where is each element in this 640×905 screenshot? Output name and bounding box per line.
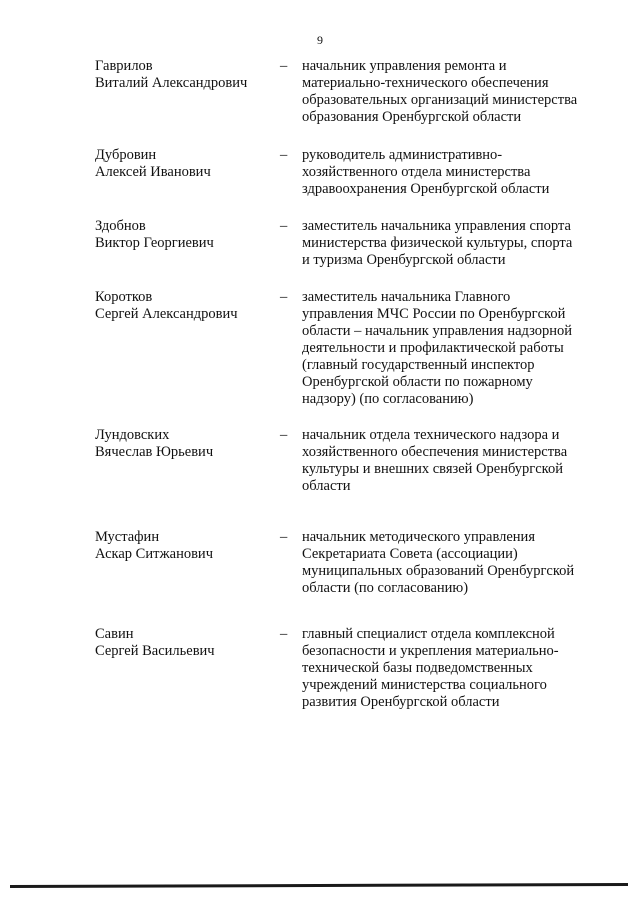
page-number: 9 bbox=[317, 33, 323, 47]
member-name bbox=[95, 289, 275, 323]
member-position bbox=[302, 626, 602, 711]
member-name bbox=[95, 147, 275, 181]
position-line: области bbox=[302, 478, 351, 494]
member-surname: Дубровин bbox=[95, 147, 157, 163]
position-line: безопасности и укрепления материально- bbox=[302, 643, 559, 659]
position-line: образования Оренбургской области bbox=[302, 109, 522, 125]
separator-dash: – bbox=[280, 218, 288, 234]
member-position bbox=[302, 427, 602, 495]
member-entry bbox=[0, 218, 640, 273]
member-entry bbox=[0, 427, 640, 516]
member-surname: Здобнов bbox=[95, 218, 146, 234]
position-line: технической базы подведомственных bbox=[302, 660, 533, 676]
position-line: руководитель административно- bbox=[302, 147, 503, 163]
position-line: надзору) (по согласованию) bbox=[302, 391, 474, 407]
member-position bbox=[302, 58, 602, 126]
member-surname: Коротков bbox=[95, 289, 153, 305]
position-line: начальник отдела технического надзора и bbox=[302, 427, 560, 443]
position-line: материально-технического обеспечения bbox=[302, 75, 549, 91]
member-given-name: Аскар Ситжанович bbox=[95, 546, 213, 562]
position-line: заместитель начальника Главного bbox=[302, 289, 511, 305]
position-line: начальник управления ремонта и bbox=[302, 58, 507, 74]
position-line: управления МЧС России по Оренбургской bbox=[302, 306, 566, 322]
position-line: области – начальник управления надзорной bbox=[302, 323, 572, 339]
member-surname: Мустафин bbox=[95, 529, 160, 545]
member-position bbox=[302, 218, 602, 269]
position-line: главный специалист отдела комплексной bbox=[302, 626, 555, 642]
member-given-name: Виталий Александрович bbox=[95, 75, 248, 91]
member-name bbox=[95, 218, 275, 252]
position-line: хозяйственного обеспечения министерства bbox=[302, 444, 568, 460]
member-name bbox=[95, 626, 275, 660]
member-position bbox=[302, 289, 602, 408]
position-line: образовательных организаций министерства bbox=[302, 92, 578, 108]
member-entry bbox=[0, 626, 640, 716]
member-name bbox=[95, 529, 275, 563]
position-line: (главный государственный инспектор bbox=[302, 357, 535, 373]
position-line: культуры и внешних связей Оренбургской bbox=[302, 461, 563, 477]
position-line: и туризма Оренбургской области bbox=[302, 252, 506, 268]
position-line: области (по согласованию) bbox=[302, 580, 469, 596]
position-line: начальник методического управления bbox=[302, 529, 535, 545]
position-line: министерства физической культуры, спорта bbox=[302, 235, 573, 251]
member-list bbox=[0, 58, 640, 710]
member-name bbox=[95, 58, 275, 92]
member-given-name: Сергей Александрович bbox=[95, 306, 238, 322]
position-line: Секретариата Совета (ассоциации) bbox=[302, 546, 518, 562]
member-entry bbox=[0, 289, 640, 414]
position-line: деятельности и профилактической работы bbox=[302, 340, 564, 356]
position-line: заместитель начальника управления спорта bbox=[302, 218, 571, 234]
member-surname: Савин bbox=[95, 626, 134, 642]
member-name bbox=[95, 427, 275, 461]
member-surname: Лундовских bbox=[95, 427, 170, 443]
member-entry bbox=[0, 147, 640, 202]
separator-dash: – bbox=[280, 289, 288, 305]
position-line: учреждений министерства социального bbox=[302, 677, 547, 693]
member-position bbox=[302, 147, 602, 198]
position-line: развития Оренбургской области bbox=[302, 694, 500, 710]
member-position bbox=[302, 529, 602, 597]
separator-dash: – bbox=[280, 58, 288, 74]
position-line: Оренбургской области по пожарному bbox=[302, 374, 533, 390]
separator-dash: – bbox=[280, 529, 288, 545]
member-entry bbox=[0, 529, 640, 615]
bottom-rule bbox=[10, 883, 628, 888]
position-line: муниципальных образований Оренбургской bbox=[302, 563, 575, 579]
position-line: здравоохранения Оренбургской области bbox=[302, 181, 550, 197]
position-line: хозяйственного отдела министерства bbox=[302, 164, 531, 180]
separator-dash: – bbox=[280, 626, 288, 642]
separator-dash: – bbox=[280, 147, 288, 163]
member-given-name: Алексей Иванович bbox=[95, 164, 211, 180]
member-given-name: Виктор Георгиевич bbox=[95, 235, 214, 251]
member-entry bbox=[0, 58, 640, 130]
member-given-name: Сергей Васильевич bbox=[95, 643, 215, 659]
separator-dash: – bbox=[280, 427, 288, 443]
member-surname: Гаврилов bbox=[95, 58, 153, 74]
member-given-name: Вячеслав Юрьевич bbox=[95, 444, 214, 460]
